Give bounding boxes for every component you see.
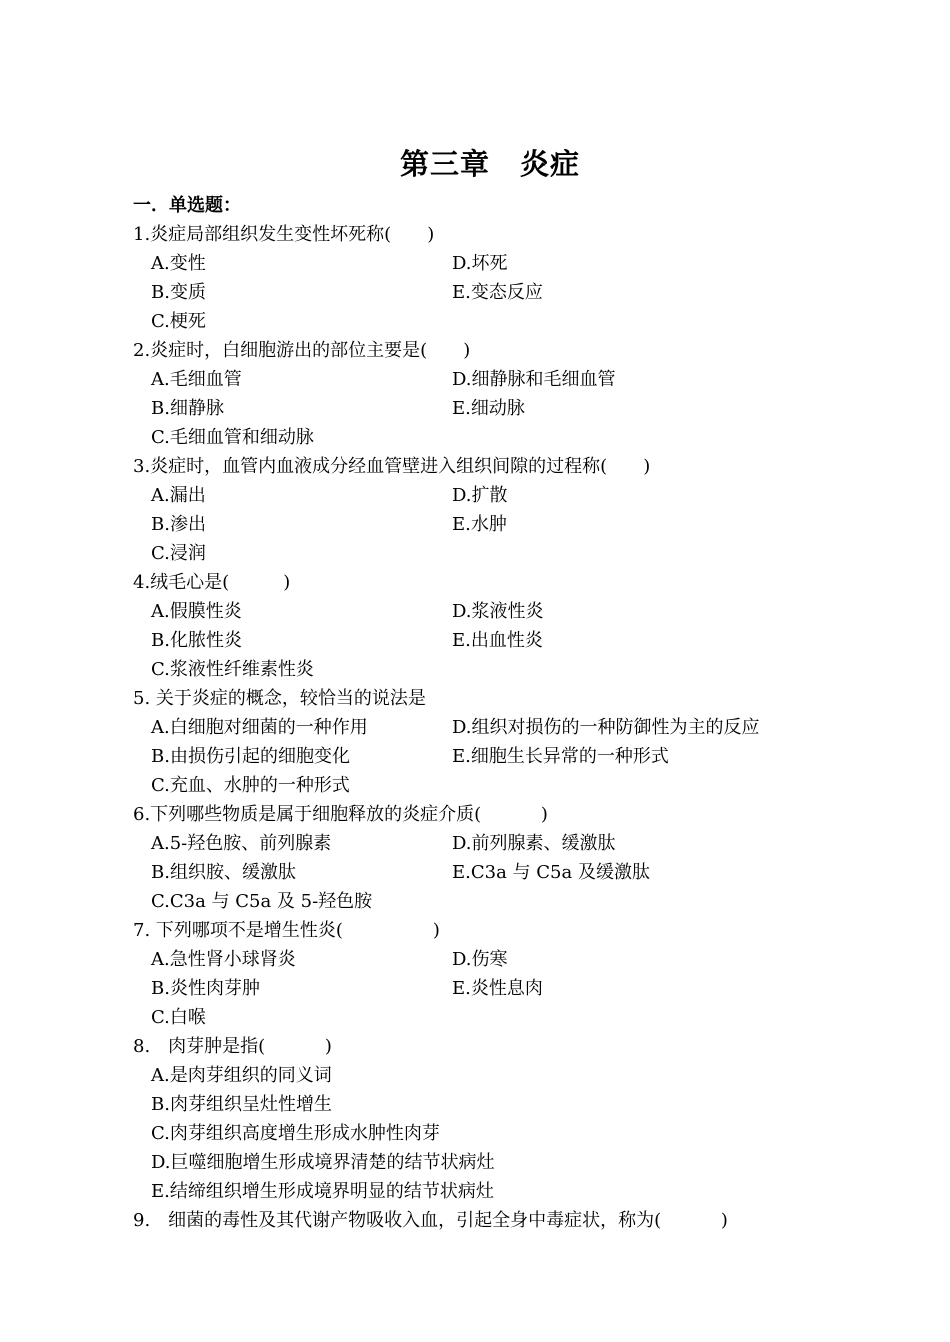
option-b: B.化脓性炎 <box>151 630 242 651</box>
question-stem: 3.炎症时，血管内血液成分经血管壁进入组织间隙的过程称( ) <box>133 456 651 477</box>
option-a: A.变性 <box>151 253 206 274</box>
option-c: C.浆液性纤维素性炎 <box>151 659 314 680</box>
section-heading: 一．单选题： <box>133 195 241 216</box>
question-stem: 6.下列哪些物质是属于细胞释放的炎症介质( ) <box>133 804 548 825</box>
option-c: C.C3a 与 C5a 及 5-羟色胺 <box>151 891 373 912</box>
option-e: E.出血性炎 <box>452 630 543 651</box>
option-d: D.浆液性炎 <box>452 601 544 622</box>
question-stem: 5. 关于炎症的概念，较恰当的说法是 <box>133 688 426 709</box>
question-stem: 8. 肉芽肿是指( ) <box>133 1036 332 1057</box>
option-group <box>151 829 923 916</box>
option-b: B.渗出 <box>151 514 206 535</box>
option-b: B.组织胺、缓激肽 <box>151 862 296 883</box>
option-c: C.梗死 <box>151 311 206 332</box>
option-a: A.是肉芽组织的同义词 <box>151 1065 332 1086</box>
option-a: A.毛细血管 <box>151 369 242 390</box>
option-e: E.炎性息肉 <box>452 978 543 999</box>
option-b: B.由损伤引起的细胞变化 <box>151 746 350 767</box>
option-group <box>151 249 923 336</box>
option-a: A.假膜性炎 <box>151 601 242 622</box>
option-a: A.白细胞对细菌的一种作用 <box>151 717 368 738</box>
question-stem: 9. 细菌的毒性及其代谢产物吸收入血，引起全身中毒症状，称为( ) <box>133 1210 728 1231</box>
option-d: D.细静脉和毛细血管 <box>452 369 616 390</box>
option-d: D.巨噬细胞增生形成境界清楚的结节状病灶 <box>151 1152 495 1173</box>
question-list <box>133 191 923 1235</box>
option-e: E.细胞生长异常的一种形式 <box>452 746 669 767</box>
option-e: E.C3a 与 C5a 及缓激肽 <box>452 862 650 883</box>
option-a: A.漏出 <box>151 485 206 506</box>
option-a: A.急性肾小球肾炎 <box>151 949 296 970</box>
option-c: C.肉芽组织高度增生形成水肿性肉芽 <box>151 1123 440 1144</box>
option-c: C.充血、水肿的一种形式 <box>151 775 350 796</box>
option-e: E.结缔组织增生形成境界明显的结节状病灶 <box>151 1181 494 1202</box>
option-b: B.肉芽组织呈灶性增生 <box>151 1094 332 1115</box>
option-e: E.细动脉 <box>452 398 525 419</box>
question-stem: 1.炎症局部组织发生变性坏死称( ) <box>133 224 435 245</box>
option-b: B.细静脉 <box>151 398 224 419</box>
question-stem: 2.炎症时，白细胞游出的部位主要是( ) <box>133 340 471 361</box>
option-c: C.白喉 <box>151 1007 206 1028</box>
option-c: C.毛细血管和细动脉 <box>151 427 314 448</box>
option-c: C.浸润 <box>151 543 206 564</box>
option-group <box>151 945 923 1032</box>
option-d: D.前列腺素、缓激肽 <box>452 833 616 854</box>
question-stem: 7. 下列哪项不是增生性炎( ) <box>133 920 440 941</box>
option-d: D.坏死 <box>452 253 508 274</box>
option-group <box>151 1061 923 1206</box>
option-e: E.水肿 <box>452 514 507 535</box>
option-b: B.变质 <box>151 282 206 303</box>
option-group <box>151 597 923 684</box>
chapter-title: 第三章 炎症 <box>399 147 580 181</box>
option-d: D.伤寒 <box>452 949 508 970</box>
option-group <box>151 713 923 800</box>
question-stem: 4.绒毛心是( ) <box>133 572 291 593</box>
option-group <box>151 481 923 568</box>
option-d: D.组织对损伤的一种防御性为主的反应 <box>452 717 760 738</box>
option-b: B.炎性肉芽肿 <box>151 978 260 999</box>
option-e: E.变态反应 <box>452 282 543 303</box>
option-d: D.扩散 <box>452 485 508 506</box>
option-a: A.5-羟色胺、前列腺素 <box>151 833 332 854</box>
option-group <box>151 365 923 452</box>
